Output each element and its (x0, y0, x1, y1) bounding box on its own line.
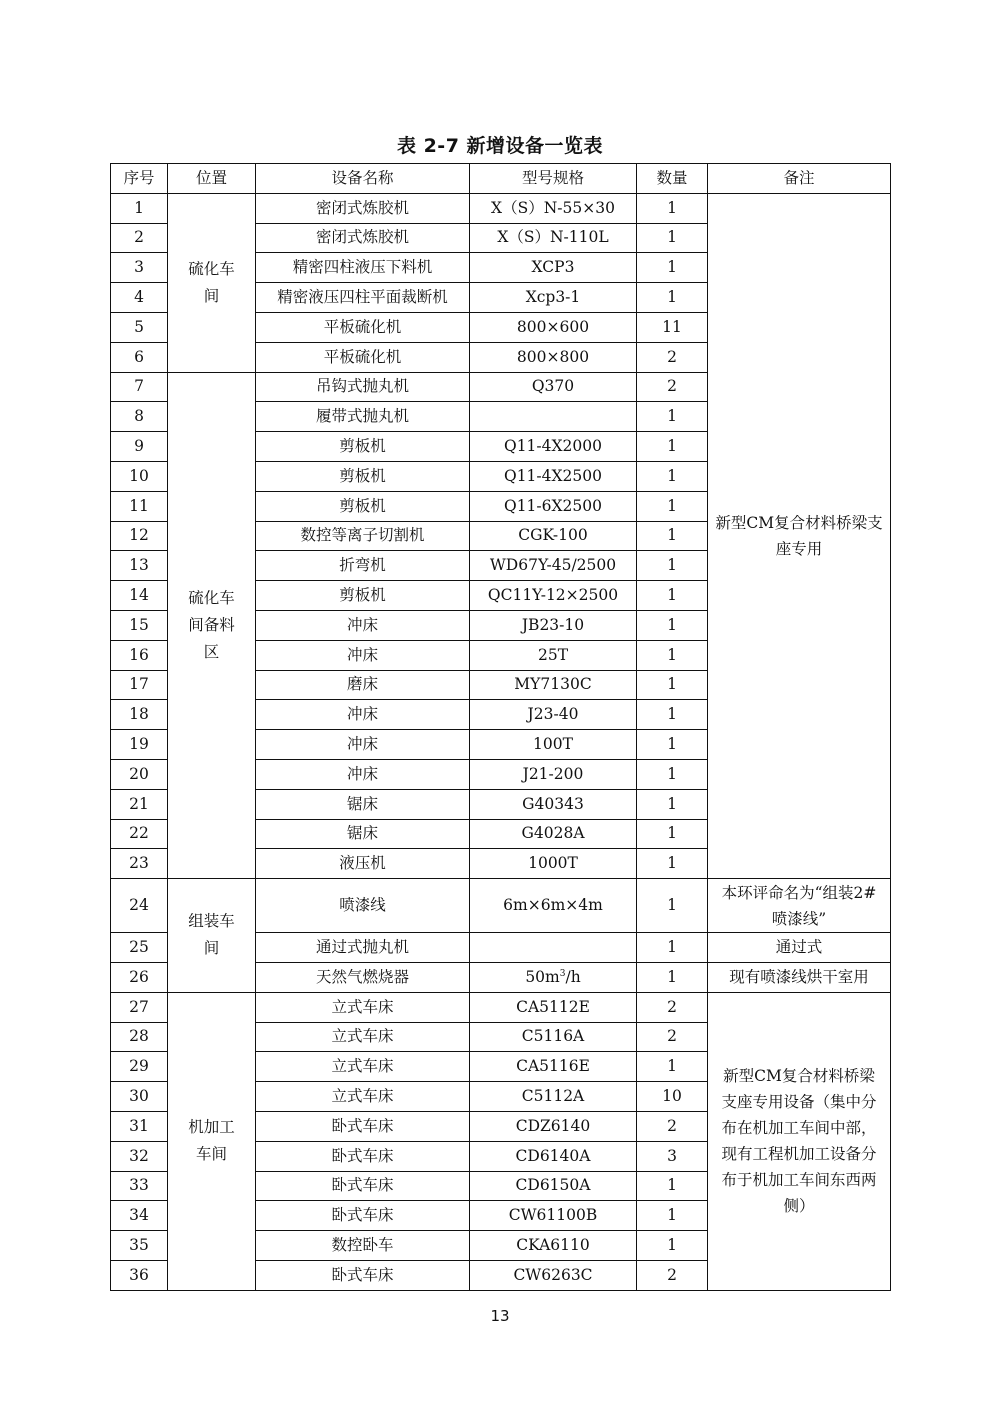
model-spec: G40343 (470, 789, 637, 819)
model-spec (470, 933, 637, 963)
remarks-cell: 现有喷漆线烘干室用 (708, 962, 891, 992)
row-no: 7 (111, 372, 168, 402)
quantity: 1 (637, 849, 708, 879)
model-spec: C5112A (470, 1082, 637, 1112)
row-no: 32 (111, 1141, 168, 1171)
equipment-name: 立式车床 (256, 1052, 470, 1082)
model-unit: /h (565, 967, 581, 986)
equipment-name: 立式车床 (256, 1082, 470, 1112)
quantity: 1 (637, 461, 708, 491)
model-spec: X（S）N-110L (470, 223, 637, 253)
row-no: 22 (111, 819, 168, 849)
row-no: 3 (111, 253, 168, 283)
row-no: 24 (111, 879, 168, 933)
equipment-name: 锯床 (256, 819, 470, 849)
quantity: 2 (637, 1111, 708, 1141)
model-value: 50m (525, 967, 560, 986)
row-no: 16 (111, 640, 168, 670)
model-spec: MY7130C (470, 670, 637, 700)
table-title: 表 2-7 新增设备一览表 (396, 135, 604, 157)
model-spec: 100T (470, 730, 637, 760)
equipment-name: 天然气燃烧器 (256, 962, 470, 992)
quantity: 11 (637, 312, 708, 342)
row-no: 1 (111, 193, 168, 223)
equipment-name: 剪板机 (256, 581, 470, 611)
equipment-name: 立式车床 (256, 992, 470, 1022)
model-spec: 800×800 (470, 342, 637, 372)
table-row (111, 193, 891, 223)
model-spec: X（S）N-55×30 (470, 193, 637, 223)
equipment-name: 冲床 (256, 640, 470, 670)
equipment-name: 喷漆线 (256, 879, 470, 933)
model-spec: CDZ6140 (470, 1111, 637, 1141)
model-spec: CD6140A (470, 1141, 637, 1171)
row-no: 26 (111, 962, 168, 992)
row-no: 18 (111, 700, 168, 730)
row-no: 6 (111, 342, 168, 372)
equipment-name: 液压机 (256, 849, 470, 879)
quantity: 1 (637, 521, 708, 551)
quantity: 1 (637, 640, 708, 670)
quantity: 1 (637, 581, 708, 611)
remarks-cell: 新型CM复合材料桥梁支座专用 (708, 193, 891, 878)
quantity: 2 (637, 372, 708, 402)
quantity: 2 (637, 1022, 708, 1052)
equipment-name: 冲床 (256, 759, 470, 789)
row-no: 15 (111, 610, 168, 640)
equipment-name: 冲床 (256, 610, 470, 640)
row-no: 36 (111, 1260, 168, 1290)
location-cell: 硫化车间备料区 (168, 372, 256, 879)
row-no: 13 (111, 551, 168, 581)
quantity: 1 (637, 1052, 708, 1082)
model-spec: 1000T (470, 849, 637, 879)
quantity: 2 (637, 1260, 708, 1290)
row-no: 9 (111, 432, 168, 462)
quantity: 1 (637, 253, 708, 283)
quantity: 2 (637, 342, 708, 372)
model-spec: WD67Y-45/2500 (470, 551, 637, 581)
model-spec: CW61100B (470, 1201, 637, 1231)
header-remarks: 备注 (708, 164, 891, 194)
row-no: 29 (111, 1052, 168, 1082)
row-no: 30 (111, 1082, 168, 1112)
remarks-cell: 新型CM复合材料桥梁支座专用设备（集中分布在机加工车间中部，现有工程机加工设备分布于机加工车间东西两侧） (708, 992, 891, 1290)
page-number: 13 (490, 1307, 510, 1325)
quantity: 2 (637, 992, 708, 1022)
model-spec: CW6263C (470, 1260, 637, 1290)
location-cell: 组装车间 (168, 879, 256, 993)
equipment-name: 剪板机 (256, 461, 470, 491)
equipment-name: 履带式抛丸机 (256, 402, 470, 432)
equipment-name: 冲床 (256, 700, 470, 730)
equipment-name: 通过式抛丸机 (256, 933, 470, 963)
row-no: 11 (111, 491, 168, 521)
header-no: 序号 (111, 164, 168, 194)
quantity: 1 (637, 193, 708, 223)
row-no: 33 (111, 1171, 168, 1201)
model-spec: QC11Y-12×2500 (470, 581, 637, 611)
quantity: 1 (637, 962, 708, 992)
model-spec (470, 402, 637, 432)
quantity: 1 (637, 402, 708, 432)
row-no: 27 (111, 992, 168, 1022)
model-spec: CGK-100 (470, 521, 637, 551)
model-spec: Xcp3-1 (470, 283, 637, 313)
quantity: 1 (637, 283, 708, 313)
model-spec: J21-200 (470, 759, 637, 789)
row-no: 4 (111, 283, 168, 313)
table-row (111, 992, 891, 1022)
equipment-name: 数控卧车 (256, 1231, 470, 1261)
row-no: 28 (111, 1022, 168, 1052)
model-spec: 25T (470, 640, 637, 670)
quantity: 1 (637, 879, 708, 933)
model-spec: 800×600 (470, 312, 637, 342)
table-row (111, 879, 891, 933)
model-spec: CKA6110 (470, 1231, 637, 1261)
row-no: 25 (111, 933, 168, 963)
equipment-table (110, 163, 891, 1291)
quantity: 1 (637, 670, 708, 700)
row-no: 5 (111, 312, 168, 342)
quantity: 1 (637, 933, 708, 963)
equipment-name: 精密四柱液压下料机 (256, 253, 470, 283)
row-no: 21 (111, 789, 168, 819)
model-spec: CA5116E (470, 1052, 637, 1082)
equipment-name: 卧式车床 (256, 1141, 470, 1171)
equipment-name: 精密液压四柱平面裁断机 (256, 283, 470, 313)
quantity: 1 (637, 223, 708, 253)
quantity: 1 (637, 789, 708, 819)
quantity: 1 (637, 491, 708, 521)
quantity: 1 (637, 551, 708, 581)
quantity: 1 (637, 1231, 708, 1261)
header-quantity: 数量 (637, 164, 708, 194)
model-spec (470, 962, 637, 992)
quantity: 1 (637, 432, 708, 462)
model-spec: Q11-4X2500 (470, 461, 637, 491)
row-no: 8 (111, 402, 168, 432)
quantity: 1 (637, 819, 708, 849)
model-spec: CA5112E (470, 992, 637, 1022)
equipment-name: 卧式车床 (256, 1171, 470, 1201)
model-spec: G4028A (470, 819, 637, 849)
location-cell: 硫化车间 (168, 193, 256, 372)
model-spec: Q370 (470, 372, 637, 402)
equipment-name: 卧式车床 (256, 1111, 470, 1141)
location-cell: 机加工车间 (168, 992, 256, 1290)
model-spec: JB23-10 (470, 610, 637, 640)
row-no: 23 (111, 849, 168, 879)
row-no: 20 (111, 759, 168, 789)
equipment-name: 卧式车床 (256, 1201, 470, 1231)
quantity: 1 (637, 1201, 708, 1231)
quantity: 1 (637, 759, 708, 789)
equipment-name: 数控等离子切割机 (256, 521, 470, 551)
quantity: 1 (637, 610, 708, 640)
model-spec: C5116A (470, 1022, 637, 1052)
equipment-name: 平板硫化机 (256, 342, 470, 372)
quantity: 3 (637, 1141, 708, 1171)
row-no: 2 (111, 223, 168, 253)
equipment-name: 密闭式炼胶机 (256, 223, 470, 253)
header-location: 位置 (168, 164, 256, 194)
model-spec: XCP3 (470, 253, 637, 283)
row-no: 31 (111, 1111, 168, 1141)
quantity: 1 (637, 730, 708, 760)
quantity: 1 (637, 1171, 708, 1201)
equipment-name: 剪板机 (256, 432, 470, 462)
equipment-name: 卧式车床 (256, 1260, 470, 1290)
model-spec: CD6150A (470, 1171, 637, 1201)
header-model: 型号规格 (470, 164, 637, 194)
equipment-name: 折弯机 (256, 551, 470, 581)
row-no: 14 (111, 581, 168, 611)
equipment-name: 锯床 (256, 789, 470, 819)
quantity: 10 (637, 1082, 708, 1112)
model-spec: Q11-4X2000 (470, 432, 637, 462)
remarks-cell: 通过式 (708, 933, 891, 963)
equipment-name: 平板硫化机 (256, 312, 470, 342)
equipment-name: 立式车床 (256, 1022, 470, 1052)
row-no: 19 (111, 730, 168, 760)
row-no: 17 (111, 670, 168, 700)
quantity: 1 (637, 700, 708, 730)
equipment-name: 剪板机 (256, 491, 470, 521)
row-no: 35 (111, 1231, 168, 1261)
model-spec: J23-40 (470, 700, 637, 730)
row-no: 10 (111, 461, 168, 491)
equipment-name: 密闭式炼胶机 (256, 193, 470, 223)
superscript: 3 (559, 968, 566, 979)
row-no: 12 (111, 521, 168, 551)
header-equipment-name: 设备名称 (256, 164, 470, 194)
equipment-name: 磨床 (256, 670, 470, 700)
remarks-cell: 本环评命名为“组装2#喷漆线” (708, 879, 891, 933)
row-no: 34 (111, 1201, 168, 1231)
header-row (111, 164, 891, 194)
model-spec: Q11-6X2500 (470, 491, 637, 521)
model-spec: 6m×6m×4m (470, 879, 637, 933)
equipment-name: 吊钩式抛丸机 (256, 372, 470, 402)
equipment-name: 冲床 (256, 730, 470, 760)
